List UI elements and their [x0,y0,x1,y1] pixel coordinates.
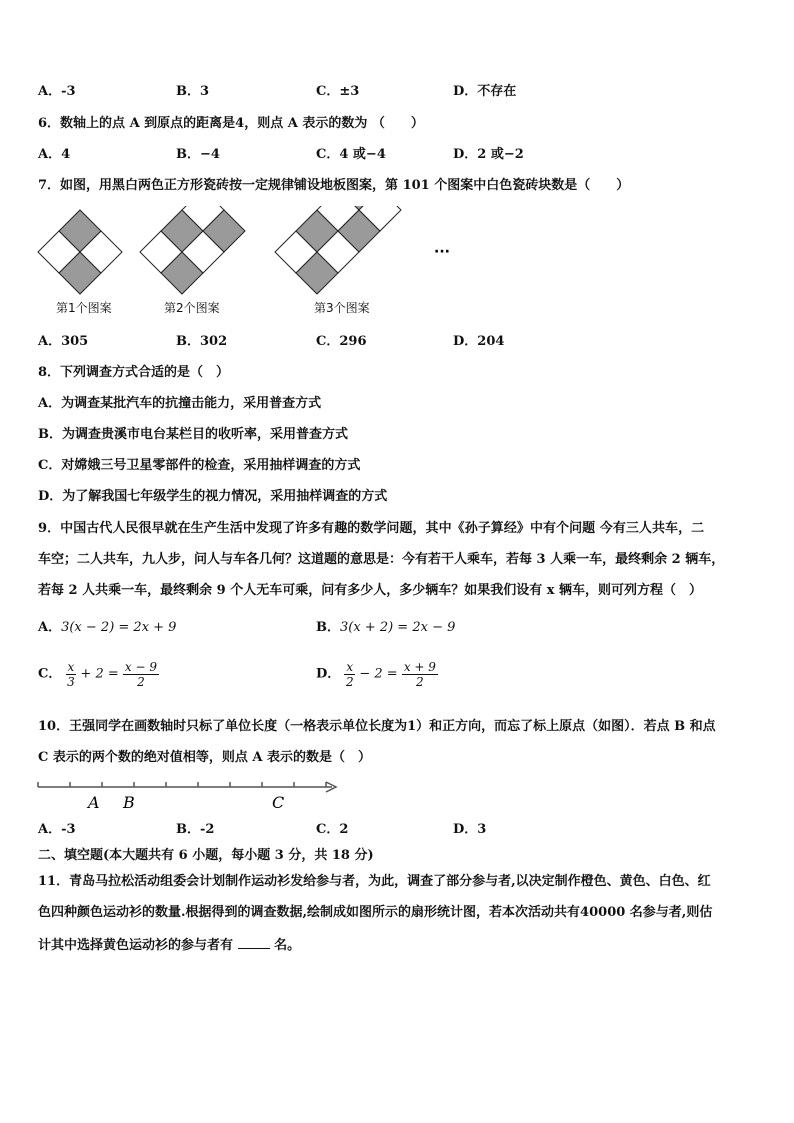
q10-number-line [36,774,356,814]
q8-option-d: D．为了解我国七年级学生的视力情况，采用抽样调查的方式 [38,489,388,504]
q9-c-frac-left: $\frac{x}{3}$ [67,660,75,689]
q5-option-b: B．3 [176,84,210,99]
q7-caption-1: 第1个图案 [56,301,112,315]
q10-line-1: 10．王强同学在画数轴时只标了单位长度（一格表示单位长度为1）和正方向，而忘了标上原点（如图）．若点 B 和点 [38,719,716,734]
q9-line-2: 车空；二人共车，九人步，问人与车各几何？这道题的意思是：今有若干人乘车，若每 3 人乘一车，最终剩余 2 辆车， [38,552,725,567]
q7-caption-3: 第3个图案 [314,301,370,315]
q11-line-3: 计其中选择黄色运动衫的参与者有 名。 [38,938,301,953]
q10-option-b: B．-2 [176,822,215,837]
q10-option-a: A．-3 [38,822,76,837]
q8-option-a: A．为调查某批汽车的抗撞击能力，采用普查方式 [38,396,322,411]
q10-option-d: D．3 [453,822,487,837]
section-2-heading: 二、填空题(本大题共有 6 小题，每小题 3 分，共 18 分) [38,848,374,863]
q9-option-b: B．3(x + 2) = 2x − 9 [316,620,456,635]
q7-option-c: C．296 [316,334,367,349]
q9-option-c: C． $\frac{x}{3}$ + 2 = $\frac{x - 9}{2}$ [38,660,157,689]
q9-option-d: D． $\frac{x}{2}$ − 2 = $\frac{x + 9}{2}$ [316,660,436,689]
point-b-label: B [123,793,135,812]
q7-option-d: D．204 [453,334,505,349]
q6-option-c: C．4 或−4 [316,147,386,162]
q8-option-b: B．为调查贵溪市电台某栏目的收听率，采用普查方式 [38,427,348,442]
q10-line-2: C 表示的两个数的绝对值相等，则点 A 表示的数是（ ） [38,750,372,765]
q7-stem: 7．如图，用黑白两色正方形瓷砖按一定规律铺设地板图案，第 101 个图案中白色瓷砖块数是（ ） [38,178,630,193]
point-a-label: A [88,793,100,812]
q9-line-3: 若每 2 人共乘一车，最终剩余 9 个人无车可乘，问有多少人，多少辆车？如果我们设有 x 辆车，则可列方程（ ） [38,583,702,598]
q8-option-c: C．对嫦娥三号卫星零部件的检查，采用抽样调查的方式 [38,458,361,473]
q7-option-b: B．302 [176,334,228,349]
q7-ellipsis: ··· [434,244,450,260]
q9-c-frac-right: $\frac{x - 9}{2}$ [124,660,157,689]
q5-option-a: A．-3 [38,84,76,99]
q9-d-frac-left: $\frac{x}{2}$ [345,660,354,689]
q11-line-1: 11．青岛马拉松活动组委会计划制作运动衫发给参与者，为此，调查了部分参与者,以决定制作橙色、黄色、白色、红 [38,874,711,889]
q10-option-c: C．2 [316,822,349,837]
q11-line-2: 色四种颜色运动衫的数量.根据得到的调查数据,绘制成如图所示的扇形统计图，若本次活动共有40000 名参与者,则估 [38,905,713,920]
q11-answer-blank[interactable] [238,936,270,949]
q7-caption-2: 第2个图案 [164,301,220,315]
q6-option-b: B．−4 [176,147,220,162]
q8-stem: 8．下列调查方式合适的是（ ） [38,365,230,380]
q9-option-a: A．3(x − 2) = 2x + 9 [38,620,177,635]
q7-option-a: A．305 [38,334,89,349]
point-c-label: C [272,793,285,812]
q6-option-a: A．4 [38,147,71,162]
q6-option-d: D．2 或−2 [453,147,524,162]
q5-option-d: D．不存在 [453,84,517,99]
q9-line-1: 9．中国古代人民很早就在生产生活中发现了许多有趣的数学问题，其中《孙子算经》中有个问题 今有三人共车，二 [38,521,705,536]
q9-d-frac-right: $\frac{x + 9}{2}$ [403,660,436,689]
q5-option-c: C．±3 [316,84,360,99]
q6-stem: 6．数轴上的点 A 到原点的距离是4，则点 A 表示的数为 （ ） [38,116,424,131]
